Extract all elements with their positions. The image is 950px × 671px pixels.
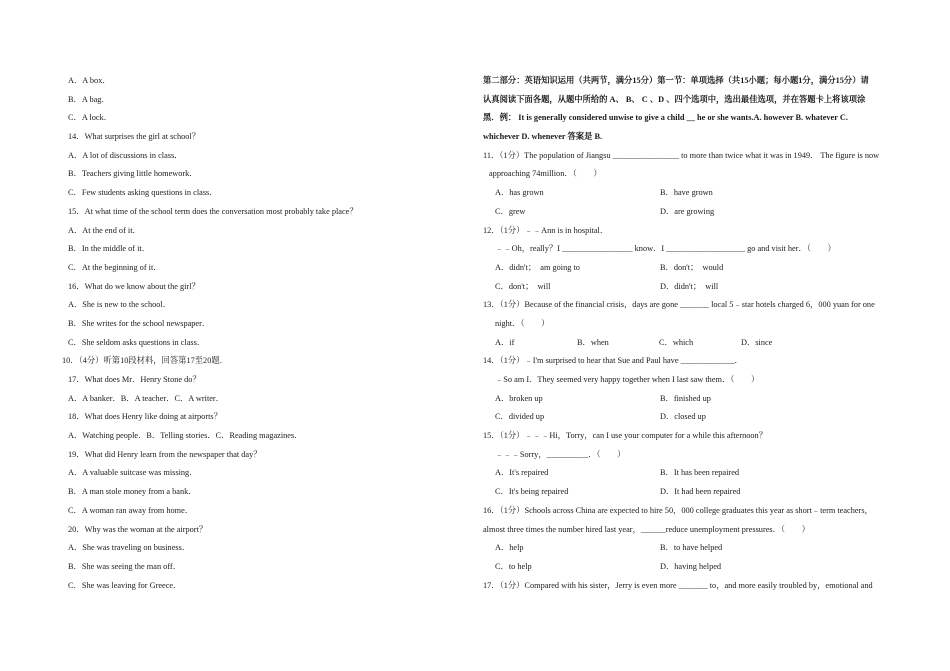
q16-question: 16．What do we know about the girl？	[68, 281, 200, 291]
q13-option-b[interactable]: B．when	[577, 337, 609, 347]
q12-stem-line2: ﹣﹣Oh，really？I _________________ know．I ___________________ go and visit her．（ ）	[495, 244, 836, 254]
listening-section-10-heading: 10．（4分）听第10段材料，回答第17至20题．	[62, 356, 228, 366]
q20-option-a: A．She was traveling on business．	[68, 543, 191, 553]
q16-options-row2	[483, 558, 893, 577]
part2-heading-line1: 第二部分：英语知识运用（共两节，满分15分）第一节：单项选择（共15小题；每小题1分，满分15分）请	[483, 76, 869, 85]
q18-question: 18．What does Henry like doing at airports？	[68, 412, 222, 422]
part2-heading-line2: 认真阅读下面各题，从题中所给的 A、 B、 C 、D 、四个选项中，选出最佳选项，并在答题卡上将该项涂	[483, 94, 866, 104]
q13-option-d[interactable]: D．since	[741, 337, 773, 347]
q15-option-c: C．At the beginning of it．	[68, 262, 162, 272]
q13-option-b: B．A bag．	[68, 94, 110, 104]
q15-options-row1	[483, 464, 893, 483]
part2-heading-line4: whichever D. whenever 答案是 B.	[483, 132, 603, 142]
q20-option-b: B．She was seeing the man off．	[68, 561, 181, 571]
q14-question: 14．What surprises the girl at school？	[68, 132, 201, 142]
q15-option-a: A．At the end of it．	[68, 225, 141, 235]
q17-stem-line1: 17．（1分）Compared with his sister，Jerry is even more _______ to，and more easily troubled by，emotional and	[483, 580, 873, 590]
q14-option-b[interactable]: B．finished up	[660, 393, 711, 403]
q15-option-b[interactable]: B．It has been repaired	[660, 468, 740, 478]
right-column	[483, 72, 893, 595]
q13-stem-line1: 13．（1分）Because of the financial crisis，days are gone _______ local 5﹣star hotels charged 6，000 yuan for one	[483, 300, 875, 310]
q13-option-a: A．A box．	[68, 76, 111, 85]
q15-options-row2	[483, 483, 893, 502]
q16-option-d[interactable]: D．having helped	[660, 561, 722, 571]
q11-options-row2	[483, 203, 893, 222]
q14-stem-line1: 14．（1分）﹣I'm surprised to hear that Sue and Paul have _____________．	[483, 356, 743, 366]
left-column	[62, 72, 462, 595]
q19-question: 19．What did Henry learn from the newspaper that day？	[68, 449, 262, 459]
q16-option-c: C．She seldom asks questions in class．	[68, 337, 206, 347]
q11-stem-line1: 11．（1分）The population of Jiangsu ________________ to more than twice what it was in 1949． The figure is now	[483, 150, 880, 160]
q18-options: A．Watching people．B．Telling stories．C．Reading magazines．	[68, 431, 303, 441]
q12-options-row2	[483, 278, 893, 297]
q13-option-c: C．A lock．	[68, 113, 113, 123]
q17-question: 17．What does Mr．Henry Stone do？	[68, 375, 201, 384]
q16-options-row1	[483, 539, 893, 558]
q13-option-a[interactable]: A．if	[495, 337, 515, 347]
q12-option-c[interactable]: C．don't； will	[495, 281, 551, 291]
q12-option-d[interactable]: D．didn't； will	[660, 281, 719, 291]
q11-option-b[interactable]: B．have grown	[660, 188, 713, 198]
q14-option-c[interactable]: C．divided up	[495, 412, 545, 422]
q19-option-a: A．A valuable suitcase was missing．	[68, 468, 198, 478]
q11-options-row1	[483, 184, 893, 203]
q16-option-b[interactable]: B．to have helped	[660, 543, 723, 553]
q14-stem-line2: ﹣So am I．They seemed very happy together when I last saw them．（ ）	[495, 375, 760, 384]
q14-option-c: C．Few students asking questions in class．	[68, 188, 218, 198]
q15-option-d[interactable]: D．It had been repaired	[660, 487, 741, 497]
q16-option-b: B．She writes for the school newspaper．	[68, 318, 211, 328]
q16-option-a: A．She is new to the school．	[68, 300, 172, 310]
q11-option-c[interactable]: C．grew	[495, 206, 526, 216]
q15-question: 15．At what time of the school term does the conversation most probably take place？	[68, 206, 358, 216]
q19-option-c: C．A woman ran away from home．	[68, 505, 194, 515]
q14-option-d[interactable]: D．closed up	[660, 412, 706, 422]
q16-stem-line1: 16．（1分）Schools across China are expected to hire 50，000 college graduates this year as short﹣term teachers，	[483, 505, 873, 515]
q17-options: A．A banker．B．A teacher．C．A writer．	[68, 393, 224, 403]
q14-option-b: B．Teachers giving little homework．	[68, 169, 198, 179]
q12-options-row1	[483, 259, 893, 278]
part2-heading-line3: 黑．例： It is generally considered unwise to give a child __ he or she wants.A. however B. whatever C.	[483, 113, 848, 123]
q15-stem-line1: 15．（1分）﹣﹣﹣Hi，Torry，can I use your computer for a while this afternoon？	[483, 431, 767, 441]
q14-option-a[interactable]: A．broken up	[495, 393, 543, 403]
q20-question: 20．Why was the woman at the airport？	[68, 524, 208, 534]
q19-option-b: B．A man stole money from a bank．	[68, 487, 197, 497]
q16-option-c[interactable]: C．to help	[495, 561, 532, 571]
q20-option-c: C．She was leaving for Greece．	[68, 580, 182, 590]
q16-option-a[interactable]: A．help	[495, 543, 524, 553]
q15-option-c[interactable]: C．It's being repaired	[495, 487, 569, 497]
q16-stem-line2: almost three times the number hired last year，______reduce unemployment pressures．（ ）	[483, 524, 810, 534]
q11-option-d[interactable]: D．are growing	[660, 206, 715, 216]
q12-option-b[interactable]: B．don't； would	[660, 262, 724, 272]
q14-options-row1	[483, 390, 893, 409]
q13-stem-line2: night．（ ）	[495, 318, 550, 328]
q15-stem-line2: ﹣﹣﹣Sorry，__________．（ ）	[495, 449, 626, 459]
q11-stem-line2: approaching 74million．（ ）	[489, 169, 602, 179]
q15-option-a[interactable]: A．It's repaired	[495, 468, 549, 478]
q13-option-c[interactable]: C．which	[659, 337, 694, 347]
q14-options-row2	[483, 408, 893, 427]
q12-option-a[interactable]: A．didn't； am going to	[495, 262, 580, 272]
q11-option-a[interactable]: A．has grown	[495, 188, 544, 198]
q14-option-a: A．A lot of discussions in class．	[68, 150, 183, 160]
q12-stem-line1: 12．（1分）﹣﹣Ann is in hospital．	[483, 225, 609, 235]
q13-options-row	[483, 334, 893, 353]
q15-option-b: B．In the middle of it．	[68, 244, 151, 254]
